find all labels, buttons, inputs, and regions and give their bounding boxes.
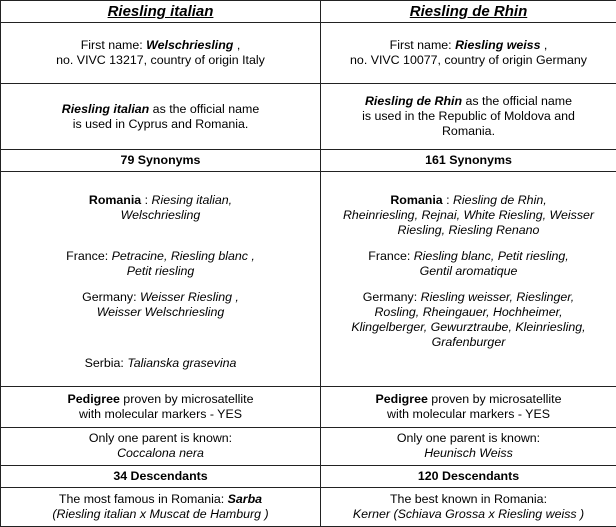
famous-parentage: Kerner (Schiava Grossa x Riesling weiss ) bbox=[352, 506, 585, 521]
parent-name: Heunisch Weiss bbox=[424, 446, 513, 461]
pedigree-label: Pedigree bbox=[375, 391, 428, 406]
synonyms-count-row bbox=[1, 150, 616, 172]
country-germany: Germany: bbox=[82, 290, 140, 305]
pedigree-text: proven by microsatellite bbox=[427, 391, 562, 406]
official-name-countries-cont: Romania. bbox=[441, 124, 496, 139]
parent-label: Only one parent is known: bbox=[396, 431, 541, 446]
official-name: Riesling de Rhin bbox=[364, 94, 463, 109]
header-riesling-italian: Riesling italian bbox=[1, 1, 321, 23]
synonyms-count-right: 161 Synonyms bbox=[321, 150, 616, 172]
official-name-cell-right bbox=[321, 84, 616, 150]
country-romania: Romania bbox=[88, 193, 142, 208]
official-name-countries: is used in Cyprus and Romania. bbox=[72, 116, 249, 131]
first-name-prefix: First name: bbox=[80, 38, 147, 53]
first-name-value: Welschriesling bbox=[146, 38, 234, 53]
famous-descendant-row bbox=[1, 487, 616, 526]
synonym-list: Petit riesling bbox=[126, 264, 195, 279]
parent-cell-right bbox=[321, 427, 616, 465]
famous-name: Sarba bbox=[227, 491, 263, 506]
synonym-list: Klingelberger, Gewurztraube, Kleinriesling, bbox=[351, 320, 586, 335]
country-france: France: bbox=[66, 249, 112, 264]
pedigree-text: proven by microsatellite bbox=[119, 391, 254, 406]
descendants-count-left: 34 Descendants bbox=[1, 465, 321, 487]
header-riesling-de-rhin: Riesling de Rhin bbox=[321, 1, 616, 23]
famous-cell-right bbox=[321, 487, 616, 526]
synonym-list: Riesling de Rhin, bbox=[452, 193, 547, 208]
synonym-list: Rosling, Rheingauer, Hochheimer, bbox=[374, 305, 563, 320]
synonym-list: Riesling, Riesling Renano bbox=[397, 223, 540, 238]
parent-cell-left bbox=[1, 427, 321, 465]
parent-label: Only one parent is known: bbox=[88, 431, 233, 446]
first-name-cell-left bbox=[1, 23, 321, 84]
synonym-list: Riesling blanc, Petit riesling, bbox=[413, 249, 569, 264]
first-name-value: Riesling weiss bbox=[455, 38, 541, 53]
pedigree-result: with molecular markers - YES bbox=[387, 406, 550, 421]
descendants-count-row bbox=[1, 465, 616, 487]
header-row bbox=[1, 1, 616, 23]
country-romania: Romania bbox=[390, 193, 443, 208]
synonyms-row bbox=[1, 172, 616, 386]
synonym-list: Weisser Welschriesling bbox=[96, 305, 225, 320]
parent-row bbox=[1, 427, 616, 465]
pedigree-cell-right bbox=[321, 386, 616, 427]
first-name-prefix: First name: bbox=[389, 38, 456, 53]
descendants-count-right: 120 Descendants bbox=[321, 465, 616, 487]
synonym-list: Weisser Riesling , bbox=[139, 290, 239, 305]
official-name-text: as the official name bbox=[462, 94, 573, 109]
first-name-suffix: , bbox=[540, 38, 548, 53]
synonym-list: Welschriesling bbox=[120, 208, 201, 223]
synonym-list: Gentil aromatique bbox=[419, 264, 518, 279]
synonym-list: Riesing italian, bbox=[151, 193, 233, 208]
first-name-suffix: , bbox=[233, 38, 241, 53]
country-france: France: bbox=[368, 249, 414, 264]
synonym-list: Rheinriesling, Rejnai, White Riesling, Weisser bbox=[342, 208, 595, 223]
vivc-info: no. VIVC 10077, country of origin Germany bbox=[350, 53, 587, 68]
official-name-countries: is used in the Republic of Moldova and bbox=[362, 109, 575, 124]
famous-cell-left bbox=[1, 487, 321, 526]
pedigree-cell-left bbox=[1, 386, 321, 427]
synonym-list: Talianska grasevina bbox=[127, 356, 237, 371]
pedigree-label: Pedigree bbox=[67, 391, 120, 406]
official-name-row bbox=[1, 84, 616, 150]
synonyms-count-left: 79 Synonyms bbox=[1, 150, 321, 172]
separator: : bbox=[141, 193, 152, 208]
synonym-list: Petracine, Riesling blanc , bbox=[111, 249, 255, 264]
famous-label: The most famous in Romania: bbox=[58, 491, 228, 506]
parent-name: Coccalona nera bbox=[117, 446, 204, 461]
official-name-cell-left bbox=[1, 84, 321, 150]
synonyms-cell-left bbox=[1, 172, 321, 386]
country-germany: Germany: bbox=[362, 290, 421, 305]
synonym-list: Riesling weisser, Rieslinger, bbox=[420, 290, 575, 305]
famous-parentage: (Riesling italian x Muscat de Hamburg ) bbox=[52, 506, 269, 521]
vivc-info: no. VIVC 13217, country of origin Italy bbox=[56, 53, 265, 68]
pedigree-result: with molecular markers - YES bbox=[79, 406, 242, 421]
separator: : bbox=[442, 193, 453, 208]
pedigree-row bbox=[1, 386, 616, 427]
first-name-cell-right bbox=[321, 23, 616, 84]
synonym-list: Grafenburger bbox=[431, 335, 506, 350]
synonyms-cell-right bbox=[321, 172, 616, 386]
official-name-text: as the official name bbox=[149, 101, 260, 116]
official-name: Riesling italian bbox=[61, 101, 150, 116]
first-name-row bbox=[1, 23, 616, 84]
country-serbia: Serbia: bbox=[84, 356, 128, 371]
famous-label: The best known in Romania: bbox=[389, 491, 548, 506]
